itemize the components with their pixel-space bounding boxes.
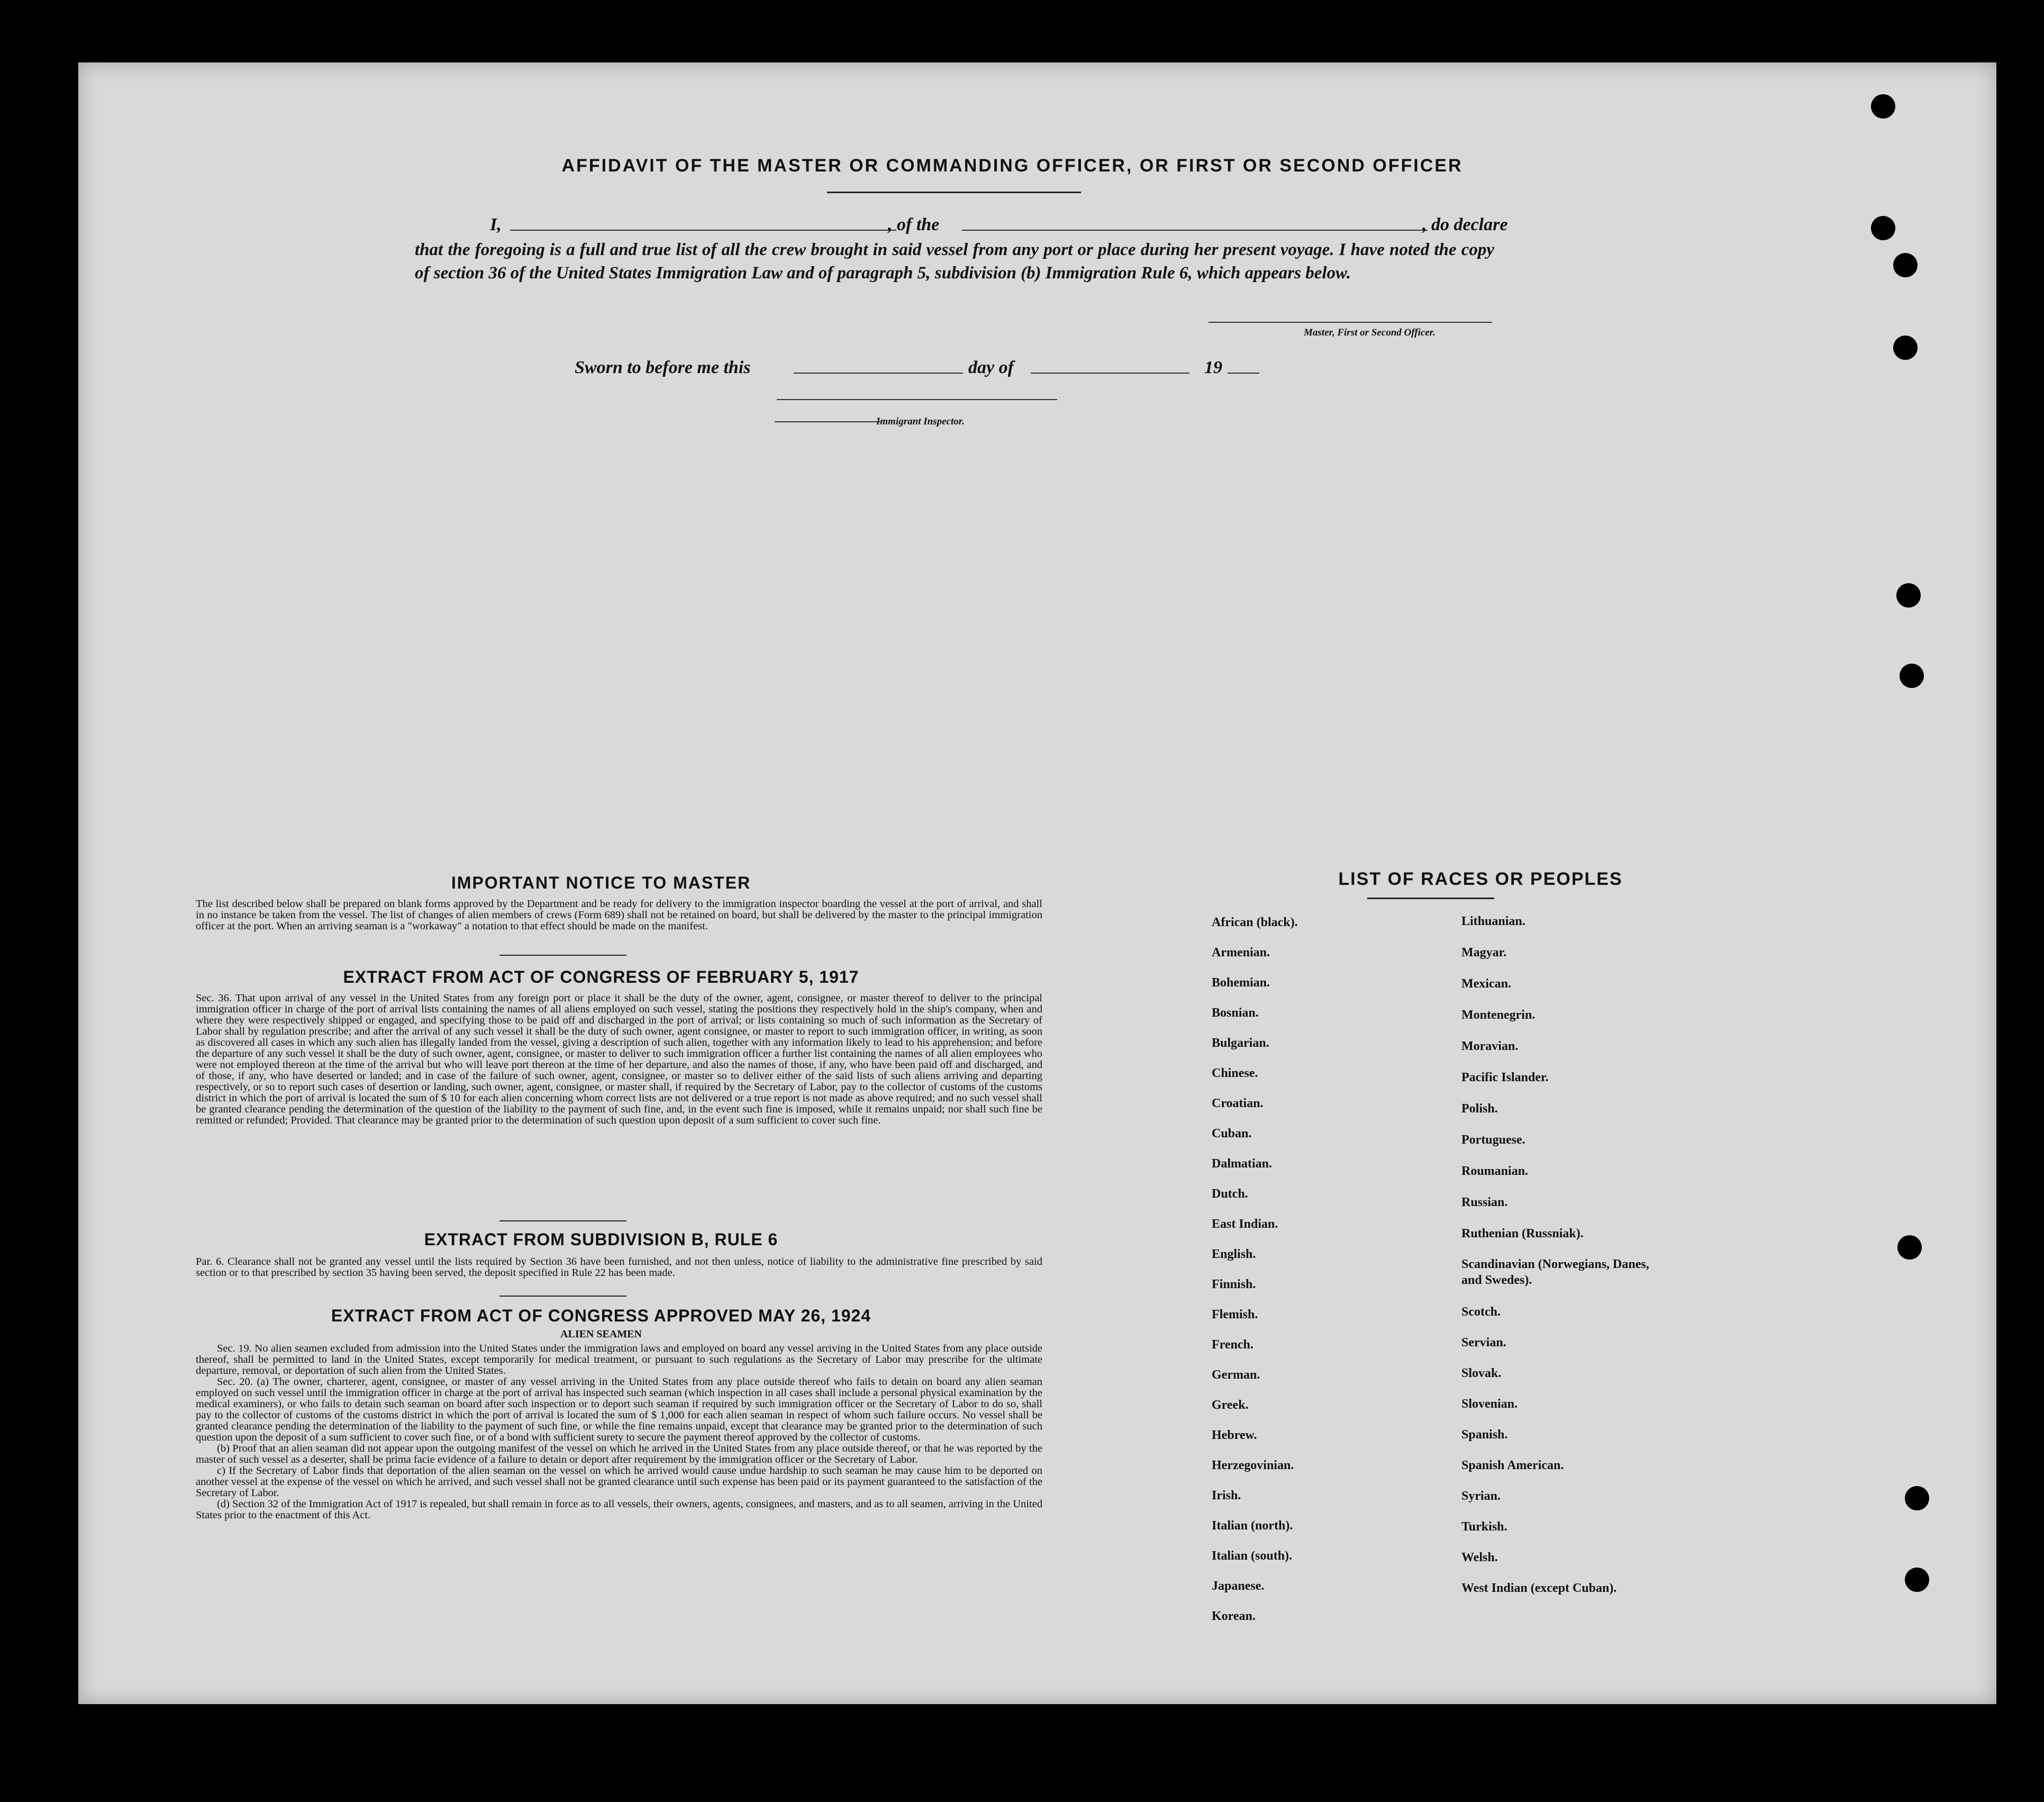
binder-hole [1897,1235,1922,1260]
binder-hole [1893,336,1918,360]
race-item: Cuban. [1212,1127,1252,1140]
race-item: Welsh. [1461,1551,1498,1564]
race-item: Polish. [1461,1102,1498,1116]
race-item: Italian (north). [1212,1519,1293,1533]
race-item: Finnish. [1212,1278,1256,1291]
rule6-text: Par. 6. Clearance shall not be granted any vessel until the lists required by Section 36 have been furnished, and not then unless, notice of liability to the administrative fine prescribed by said section or to that prescribed by section 35 having been served, the deposit specified in Rule 22 has been made. [196,1256,1042,1279]
race-item: Turkish. [1461,1520,1507,1534]
race-item: Hebrew. [1212,1428,1257,1442]
notice-divider [499,955,626,956]
race-item: Chinese. [1212,1066,1258,1080]
race-item: Servian. [1461,1336,1506,1350]
race-item: Moravian. [1461,1039,1519,1053]
inspector-caption: Immigrant Inspector. [876,416,965,427]
sworn-day-line[interactable] [794,373,963,374]
races-title: LIST OF RACES OR PEOPLES [1338,869,1623,889]
race-item: Pacific Islander. [1461,1071,1549,1084]
sec20d-text: (d) Section 32 of the Immigration Act of 1917 is repealed, but shall remain in force as to all vessels, their owners, agents, consignees, and masters, and as to all seamen, arriving in the United States prior to the enactment of this Act. [196,1498,1042,1521]
race-item: Scotch. [1461,1305,1501,1319]
binder-hole [1896,583,1921,608]
race-item: English. [1212,1247,1256,1261]
race-item: Bulgarian. [1212,1036,1269,1050]
race-item: Portuguese. [1461,1133,1525,1147]
race-item: Roumanian. [1461,1164,1529,1178]
day-of-label: day of [968,358,1014,377]
extract-1924-title: EXTRACT FROM ACT OF CONGRESS APPROVED MAY 26, 1924 [331,1306,871,1325]
race-item: Dalmatian. [1212,1157,1272,1171]
race-item: Syrian. [1461,1489,1501,1503]
race-item: Flemish. [1212,1308,1258,1321]
race-item: Ruthenian (Russniak). [1461,1227,1584,1240]
race-item: African (black). [1212,916,1298,929]
race-item: Korean. [1212,1609,1256,1623]
name-blank-line[interactable] [510,230,896,231]
race-item: German. [1212,1368,1260,1382]
binder-hole [1905,1486,1929,1510]
vessel-blank-line[interactable] [962,230,1428,231]
binder-hole [1871,94,1895,119]
race-item: East Indian. [1212,1217,1278,1231]
rule6-title: EXTRACT FROM SUBDIVISION B, RULE 6 [424,1230,778,1249]
extract-1917-title: EXTRACT FROM ACT OF CONGRESS OF FEBRUARY 5, 1917 [343,967,859,986]
race-item: Irish. [1212,1489,1241,1502]
binder-hole [1900,664,1924,688]
race-item: Spanish American. [1461,1459,1564,1472]
sworn-month-line[interactable] [1031,373,1189,374]
race-item: Bohemian. [1212,976,1270,990]
race-item: Japanese. [1212,1579,1265,1593]
race-item: Bosnian. [1212,1006,1259,1020]
race-item: Herzegovinian. [1212,1459,1294,1472]
sec19-text: Sec. 19. No alien seamen excluded from admission into the United States under the immigration laws and employed on board any vessel arriving in the United States from any place outside thereof, shall be permitted to land in the United States, except temporarily for medical treatment, or pursuant to such regulations as the Secretary of Labor may prescribe for the ultimate departure, removal, or deportation of such alien from the United States. [196,1343,1042,1377]
inspector-short-line [775,421,880,422]
race-item: Russian. [1461,1196,1508,1209]
race-item: Scandinavian (Norwegians, Danes, and Swedes). [1461,1257,1649,1287]
sec20c-text: c) If the Secretary of Labor finds that deportation of the alien seaman on the vessel on which he arrived would cause undue hardship to such seaman he may cause him to be deported on another vessel at the expense of the vessel on which he arrived, and such vessel shall not be granted clearance until such expense has been paid or its payment guaranteed to the satisfaction of the Secretary of Labor. [196,1465,1042,1499]
extract-1924-body [196,1343,1042,1521]
races-title-underline [1367,898,1494,899]
rule6-divider [499,1296,626,1297]
notice-text: The list described below shall be prepared on blank forms approved by the Department and be ready for delivery to the immigration inspector boarding the vessel at the port of arrival, and shall in no instance be taken from the vessel. The list of changes of alien members of crews (Form 689) shall not be retained on board, but shall be delivered by the master to the principal immigration officer at the port. When an arriving seaman is a "workaway" a notation to that effect should be made on the manifest. [196,898,1042,932]
race-item: Italian (south). [1212,1549,1293,1563]
extract-1917-text: Sec. 36. That upon arrival of any vessel in the United States from any foreign port or place it shall be the duty of the owner, agent, consignee, or master thereof to deliver to the principal immigration officer in charge of the port of arrival lists containing the names of all aliens employed on such vessel, stating the positions they respectively hold in the ship's company, when and where they were respectively shipped or engaged, and specifying those to be paid off and discharged in the port of arrival; or lists containing so much of such information as the Secretary of Labor shall by regulation prescribe; and after the arrival of any such vessel it shall be the duty of such owner, agent consignee, or master to report to such immigration officer, in writing, as soon as discovered all cases in which any such alien has illegally landed from the vessel, giving a description of such alien, together with any information likely to lead to his apprehension; and before the departure of any such vessel it shall be the duty of such owner, agent, consignee, or master to deliver to such immigration officer a further list containing the names of all alien employees who were not employed thereon at the time of the arrival but who will leave port thereon at the time of her departure, and also the names of those, if any, who have been paid off and discharged, and of those, if any, who have deserted or landed; and in case of the failure of such owner, agent, consignee, or master so to deliver either of the said lists of such aliens arriving and departing respectively, or so to report such cases of desertion or landing, such owner, agent, consignee, or master shall, if required by the Secretary of Labor, pay to the collector of customs of the customs district in which the port of arrival is located the sum of $ 10 for each alien concerning whom correct lists are not delivered or a true report is not made as above required; and no such vessel shall be granted clearance pending the determination of the question of the liability to the payment of such fine, and, in the event such fine is imposed, while it remains unpaid; nor shall such fine be remitted or refunded; Provided. That clearance may be granted prior to the determination of such question upon deposit of a sum sufficient to cover such fine. [196,992,1042,1126]
alien-seamen-subtitle: ALIEN SEAMEN [560,1328,642,1340]
race-item: Croatian. [1212,1097,1264,1110]
race-item: French. [1212,1338,1253,1352]
year-line[interactable] [1228,373,1259,374]
declaration-text: that the foregoing is a full and true list of all the crew brought in said vessel from any port or place during her present voyage. I have noted the copy of section 36 of the United States Immigration Law and of paragraph 5, subdivision (b) Immigration Rule 6, which appears below. [415,240,1494,283]
form-page [78,62,1996,1704]
signature-caption: Master, First or Second Officer. [1304,327,1436,338]
title-underline [827,192,1081,193]
race-item: Dutch. [1212,1187,1248,1201]
binder-hole [1871,216,1895,240]
affidavit-title: AFFIDAVIT OF THE MASTER OR COMMANDING OFFICER, OR FIRST OR SECOND OFFICER [561,156,1463,176]
race-item: West Indian (except Cuban). [1461,1581,1617,1595]
signature-line[interactable] [1209,322,1492,323]
race-item: Spanish. [1461,1428,1508,1442]
binder-hole [1905,1568,1929,1592]
race-item: Magyar. [1461,946,1507,959]
race-item: Slovak. [1461,1366,1502,1380]
binder-hole [1893,253,1918,277]
race-item: Mexican. [1461,977,1511,991]
sworn-label: Sworn to before me this [575,358,751,377]
sec20a-text: Sec. 20. (a) The owner, charterer, agent, consignee, or master of any vessel arriving in the United States from any place outside thereof who fails to detain on board any alien seaman employed on such vessel until the immigration officer in charge at the port of arrival has inspected such seaman (which inspection in all cases shall include a personal physical examination by the medical examiners), or who fails to detain such seaman on board after such inspection or to deport such seaman if required by such immigration officer or the Secretary of Labor to do so, shall pay to the collector of customs of the customs district in which the port of arrival is located the sum of $ 1,000 for each alien seaman in respect of whom such failure occurs. No vessel shall be granted clearance pending the determination of the liability to the payment of such fine, or while the fine remains unpaid, except that clearance may be granted prior to the determination of such question upon the deposit of a sum sufficient to cover such fine, or of a bond with sufficient surety to secure the payment thereof approved by the collector of customs. [196,1376,1042,1443]
sec20b-text: (b) Proof that an alien seaman did not appear upon the outgoing manifest of the vessel on which he arrived in the United States from any place outside thereof, or that he was reported by the master of such vessel as a deserter, shall be prima facie evidence of a failure to detain or deport after requirement by the immigration officer or the Secretary of Labor. [196,1443,1042,1465]
race-item: Slovenian. [1461,1397,1518,1411]
of-the-label: , of the [888,215,940,234]
race-item: Greek. [1212,1398,1249,1412]
race-item: Armenian. [1212,946,1270,959]
race-item: Montenegrin. [1461,1008,1536,1022]
year-label: 19 [1204,358,1222,377]
do-declare-label: , do declare [1422,215,1508,234]
inspector-signature-line[interactable] [777,399,1057,400]
notice-title: IMPORTANT NOTICE TO MASTER [451,873,751,892]
race-item: Lithuanian. [1461,914,1525,928]
i-label: I, [490,215,502,234]
extract-1917-divider [499,1220,626,1221]
